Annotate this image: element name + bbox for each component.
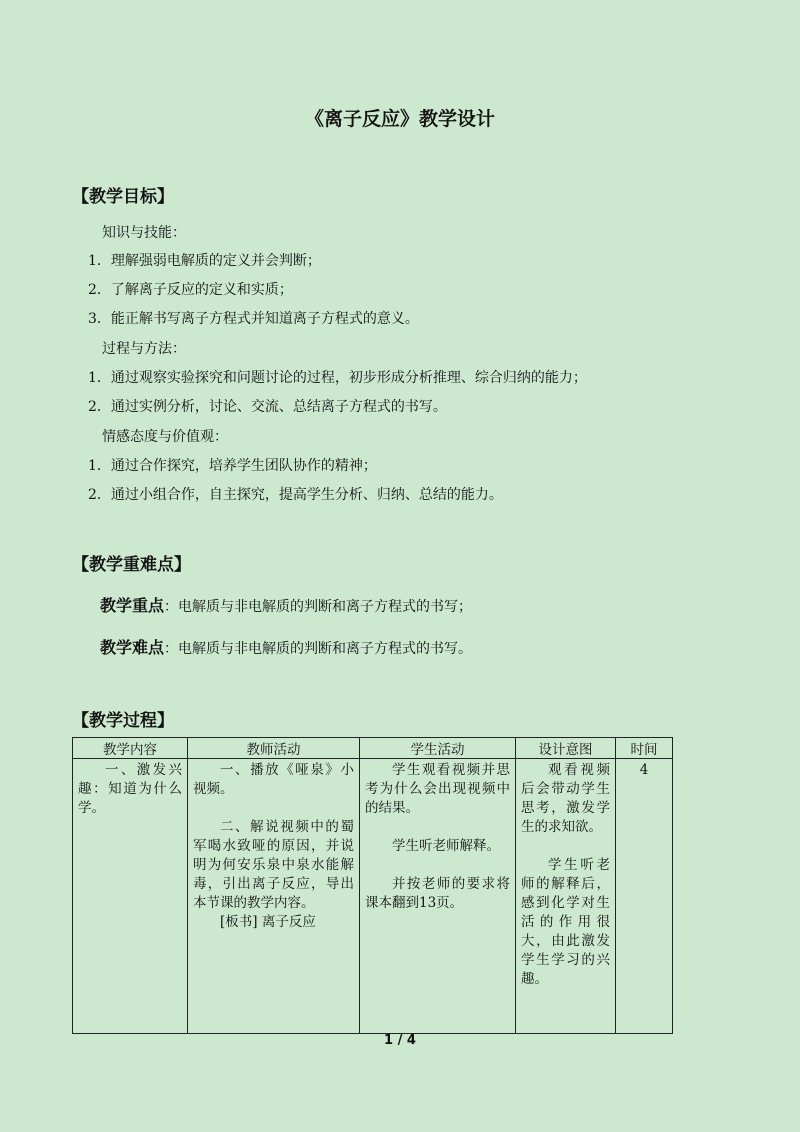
design-intent-2: 学生听老师的解释后，感到化学对生活的作用很大，由此激发学生学习的兴趣。	[521, 857, 610, 987]
teacher-activity-1: 一、播放《哑泉》小视频。	[193, 762, 354, 797]
content-text: 一、激发兴趣：知道为什么学。	[78, 762, 182, 816]
knowledge-item-3: 3．能正解书写离子方程式并知道离子方程式的意义。	[88, 311, 419, 327]
teaching-difficulty	[100, 635, 472, 658]
process-heading: 【教学过程】	[72, 711, 174, 731]
key-points-heading: 【教学重难点】	[72, 555, 191, 575]
teaching-difficulty-label: 教学难点	[100, 638, 165, 657]
teaching-difficulty-text: ：电解质与非电解质的判断和离子方程式的书写。	[164, 641, 473, 657]
teacher-activity-board: [板书] 离子反应	[220, 914, 316, 930]
cell-student-activity	[360, 759, 516, 1034]
table-row	[73, 759, 673, 1034]
process-item-1: 1．通过观察实验探究和问题讨论的过程，初步形成分析推理、综合归纳的能力；	[88, 370, 587, 386]
objectives-heading: 【教学目标】	[72, 187, 174, 207]
col-header-student: 学生活动	[360, 738, 516, 759]
col-header-content: 教学内容	[73, 738, 188, 759]
teaching-focus-text: ：电解质与非电解质的判断和离子方程式的书写；	[164, 599, 473, 615]
col-header-intent: 设计意图	[516, 738, 616, 759]
cell-teacher-activity	[188, 759, 360, 1034]
emotion-item-2: 2．通过小组合作，自主探究，提高学生分析、归纳、总结的能力。	[88, 487, 503, 503]
page-current: 1	[384, 1033, 394, 1048]
document-title: 《离子反应》教学设计	[304, 108, 495, 130]
student-activity-2: 学生听老师解释。	[392, 838, 500, 854]
cell-design-intent	[516, 759, 616, 1034]
col-header-time: 时间	[616, 738, 673, 759]
process-item-2: 2．通过实例分析，讨论、交流、总结离子方程式的书写。	[88, 399, 447, 415]
table-header-row	[73, 738, 673, 759]
page-number	[0, 1033, 800, 1048]
knowledge-label: 知识与技能：	[102, 225, 186, 241]
emotion-label: 情感态度与价值观：	[102, 429, 228, 445]
teacher-activity-2: 二、解说视频中的蜀军喝水致哑的原因，并说明为何安乐泉中泉水能解毒，引出离子反应，导出本节课的教学内容。	[193, 819, 354, 911]
col-header-teacher: 教师活动	[188, 738, 360, 759]
emotion-item-1: 1．通过合作探究，培养学生团队协作的精神；	[88, 458, 377, 474]
process-label: 过程与方法：	[102, 341, 186, 357]
student-activity-3: 并按老师的要求将课本翻到13页。	[365, 876, 510, 911]
teaching-focus	[100, 593, 472, 616]
knowledge-item-1: 1．理解强弱电解质的定义并会判断；	[88, 253, 321, 269]
teaching-focus-label: 教学重点	[100, 596, 165, 615]
cell-time: 4	[616, 759, 673, 1034]
page-total: 4	[406, 1033, 416, 1048]
knowledge-item-2: 2．了解离子反应的定义和实质；	[88, 282, 293, 298]
teaching-process-table	[72, 737, 673, 1034]
page-separator: /	[393, 1033, 407, 1048]
student-activity-1: 学生观看视频并思考为什么会出现视频中的结果。	[365, 762, 510, 816]
cell-content	[73, 759, 188, 1034]
design-intent-1: 观看视频后会带动学生思考，激发学生的求知欲。	[521, 762, 610, 835]
